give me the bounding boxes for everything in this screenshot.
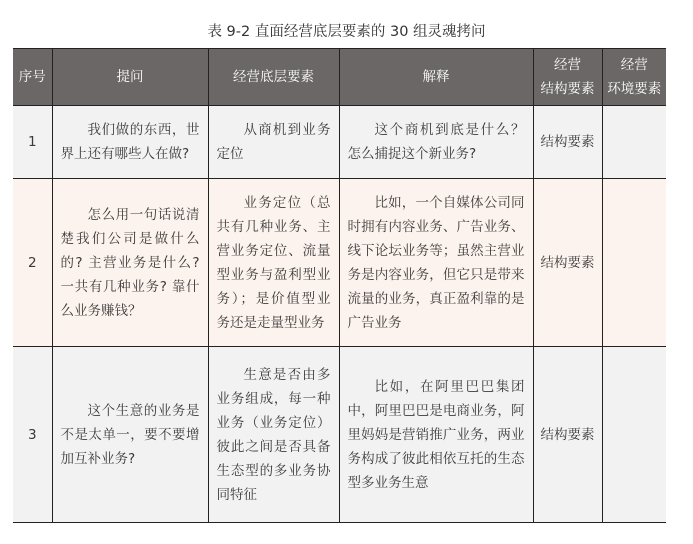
header-environment-line1: 经营 xyxy=(620,57,648,73)
row-element: 从商机到业务定位 xyxy=(208,106,339,179)
header-structure-line1: 经营 xyxy=(554,57,581,73)
header-environment-line2: 环境要素 xyxy=(607,81,662,97)
table-header-row xyxy=(13,49,666,106)
row-explanation: 这个商机到底是什么？ 怎么捕捉这个新业务? xyxy=(339,106,533,179)
row-no: 3 xyxy=(13,347,52,523)
header-environment xyxy=(602,49,666,106)
table-row xyxy=(13,347,666,523)
table-row xyxy=(13,106,666,179)
soul-questions-table xyxy=(13,48,666,523)
row-element: 生意是否由多业务组成，每一种业务（业务定位）彼此之间是否具备生态型的多业务协同特征 xyxy=(208,347,339,523)
row-question: 这个生意的业务是不是太单一，要不要增加互补业务? xyxy=(52,347,208,523)
row-structure: 结构要素 xyxy=(533,179,602,347)
header-explanation: 解释 xyxy=(339,49,533,106)
row-question: 怎么用一句话说清楚我们公司是做什么的? 主营业务是什么? 一共有几种业务? 靠什么业务赚钱？ xyxy=(52,179,208,347)
row-no: 1 xyxy=(13,106,52,179)
header-element: 经营底层要素 xyxy=(208,49,339,106)
table-title: 表 9-2 直面经营底层要素的 30 组灵魂拷问 xyxy=(207,24,486,40)
header-structure-line2: 结构要素 xyxy=(540,81,595,97)
table-row xyxy=(13,179,666,347)
header-structure xyxy=(533,49,602,106)
row-explanation: 比如，一个自媒体公司同时拥有内容业务、广告业务、线下论坛业务等；虽然主营业务是内容业务，但它只是带来流量的业务，真正盈利靠的是广告业务 xyxy=(339,179,533,347)
row-environment xyxy=(602,347,666,523)
row-structure: 结构要素 xyxy=(533,347,602,523)
row-explanation: 比如，在阿里巴巴集团中，阿里巴巴是电商业务，阿里妈妈是营销推广业务，两业务构成了彼此相依互托的生态型多业务生意 xyxy=(339,347,533,523)
row-element: 业务定位（总共有几种业务、主营业务定位、流量型业务与盈利型业务）；是价值型业务还是走量型业务 xyxy=(208,179,339,347)
row-no: 2 xyxy=(13,179,52,347)
row-structure: 结构要素 xyxy=(533,106,602,179)
header-no: 序号 xyxy=(13,49,52,106)
row-environment xyxy=(602,106,666,179)
row-environment xyxy=(602,179,666,347)
header-question: 提问 xyxy=(52,49,208,106)
row-question: 我们做的东西，世界上还有哪些人在做? xyxy=(52,106,208,179)
